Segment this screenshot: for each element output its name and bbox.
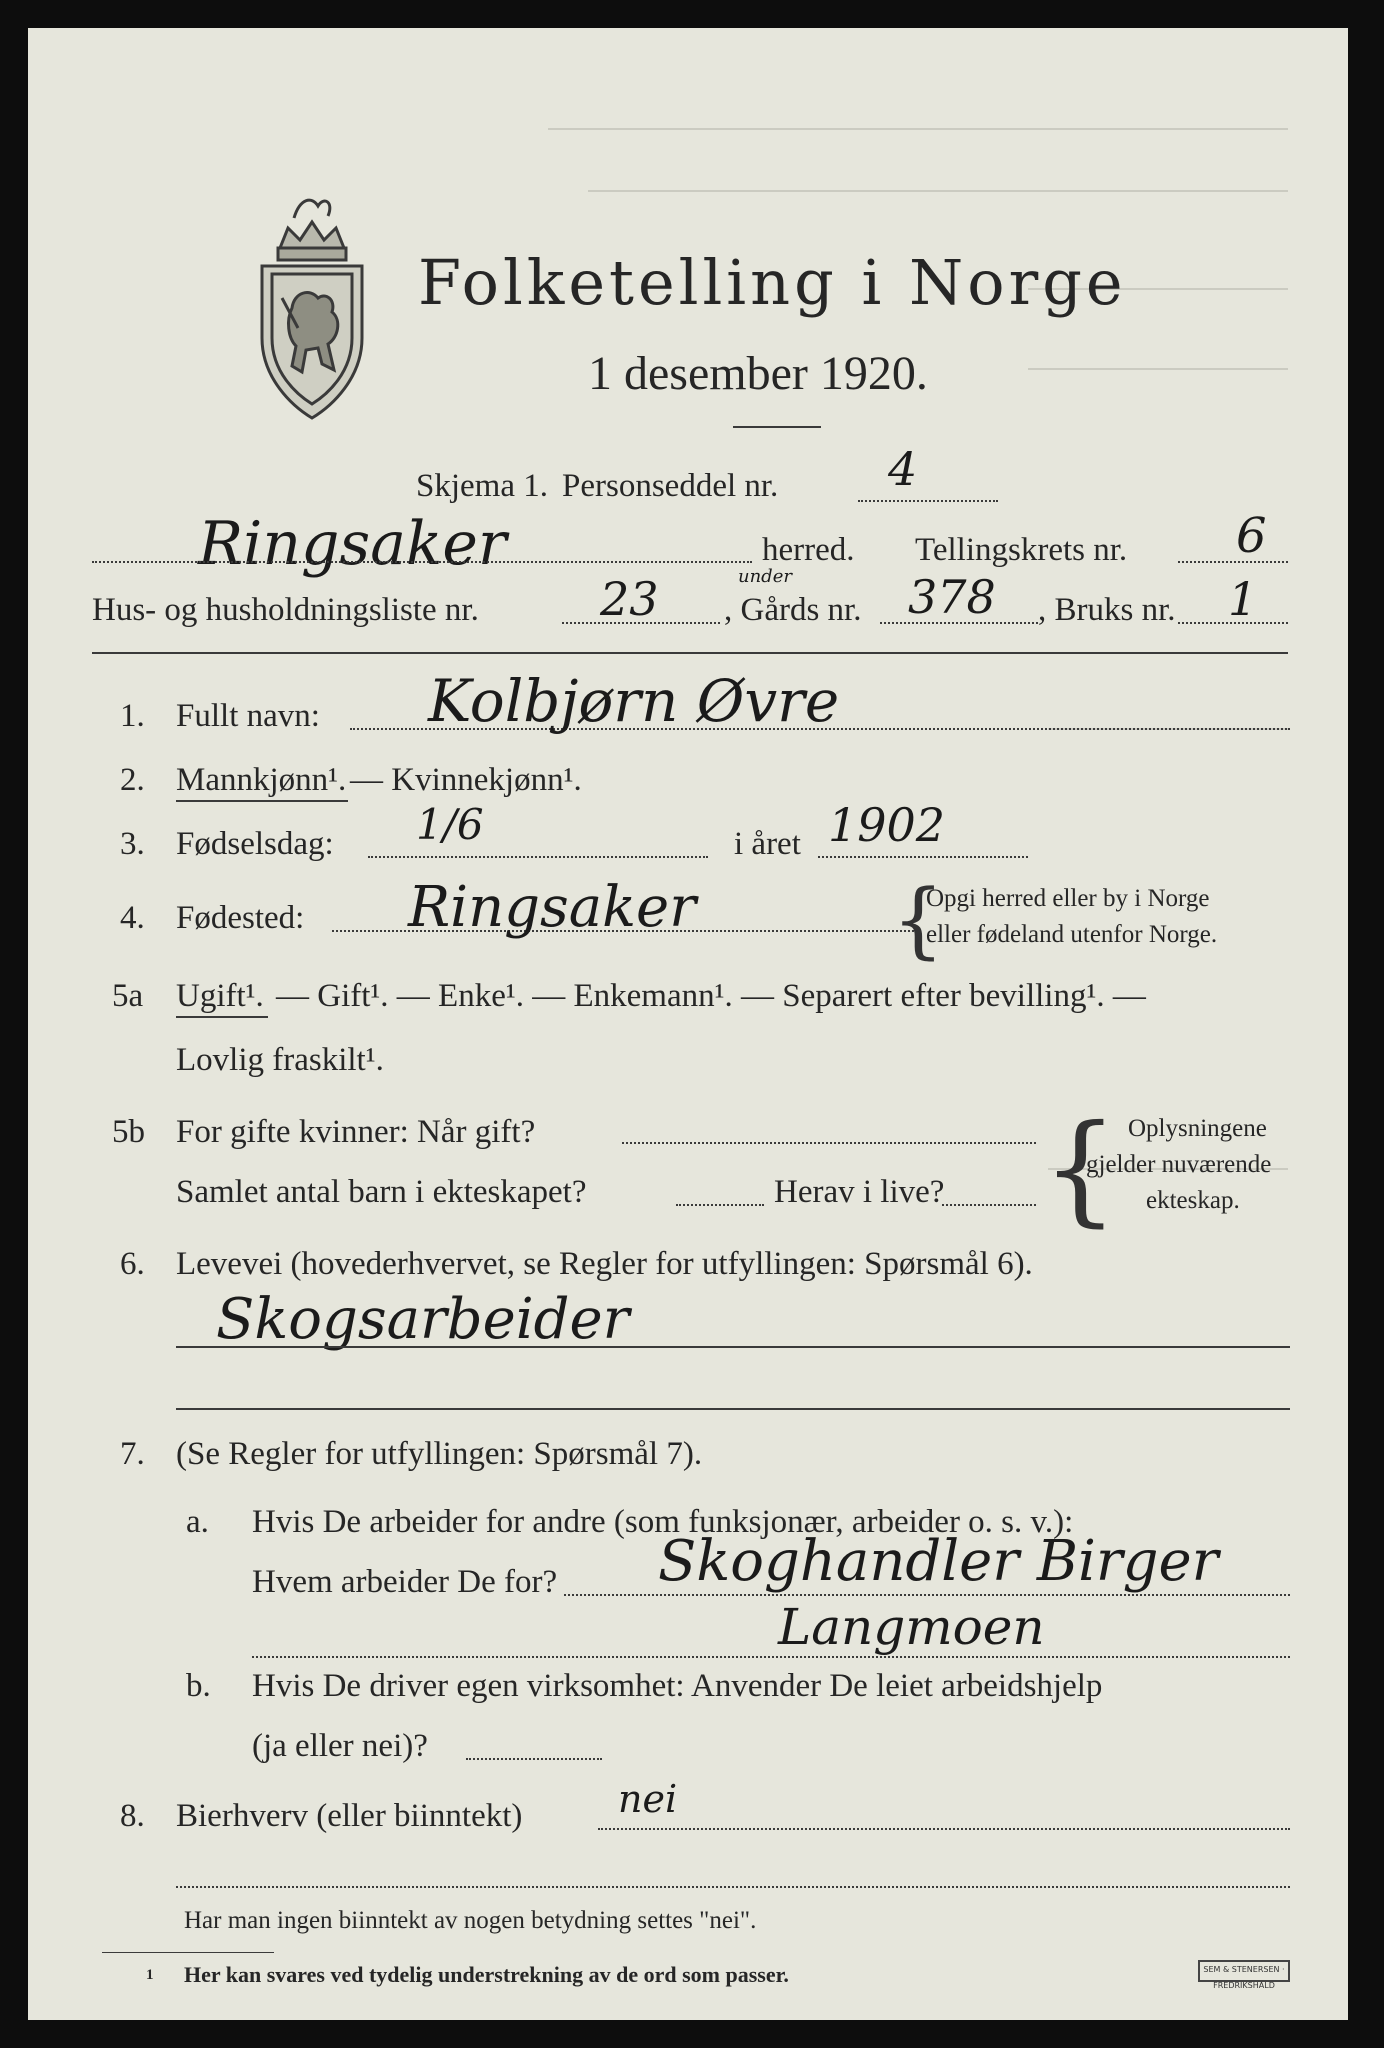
- q3-year-field-line: [818, 856, 1028, 858]
- q5b-note-line-3: ekteskap.: [1146, 1187, 1240, 1214]
- title-divider: [733, 426, 821, 428]
- q3-birth-day[interactable]: 1/6: [416, 800, 484, 849]
- q6-number: 6.: [120, 1246, 145, 1282]
- schema-label: Skjema 1.: [416, 468, 548, 504]
- q1-full-name[interactable]: Kolbjørn Øvre: [428, 667, 840, 735]
- q5b-number: 5b: [112, 1114, 145, 1150]
- q2-male-underline: [176, 800, 348, 802]
- footnote-text: Her kan svares ved tydelig understrekning av de ord som passer.: [184, 1962, 789, 1987]
- q5b-children-label: Samlet antal barn i ekteskapet?: [176, 1174, 587, 1210]
- q5a-divorced-option[interactable]: Lovlig fraskilt¹.: [176, 1042, 384, 1078]
- q5a-other-options[interactable]: — Gift¹. — Enke¹. — Enkemann¹. — Separert efter bevilling¹. —: [276, 978, 1146, 1014]
- tellingskrets-field-line: [1178, 561, 1288, 563]
- herred-value[interactable]: Ringsaker: [198, 509, 507, 579]
- q4-note-line-2: eller fødeland utenfor Norge.: [926, 921, 1218, 948]
- bleed-through-line: [1028, 368, 1288, 370]
- tellingskrets-number[interactable]: 6: [1236, 508, 1267, 564]
- q6-field-line-2: [176, 1408, 1290, 1410]
- tellingskrets-label: Tellingskrets nr.: [915, 532, 1128, 568]
- q8-side-income[interactable]: nei: [618, 1777, 678, 1821]
- q5b-married-when-field-line: [622, 1142, 1036, 1144]
- census-form-page: [28, 28, 1348, 2020]
- bruks-number[interactable]: 1: [1228, 572, 1258, 626]
- q4-birthplace[interactable]: Ringsaker: [408, 875, 696, 940]
- q5b-note-brace: {: [1042, 1100, 1119, 1239]
- q8-field-line-2: [176, 1886, 1290, 1888]
- q5b-children-field-line: [676, 1204, 764, 1206]
- q7a-employer-field-line-1: [564, 1594, 1290, 1596]
- footer-note: Har man ingen biinntekt av nogen betydning settes "nei".: [184, 1907, 757, 1934]
- q5b-note-line-2: gjelder nuværende: [1086, 1151, 1272, 1178]
- bleed-through-line: [588, 190, 1288, 192]
- q5b-note-line-1: Oplysningene: [1128, 1115, 1267, 1142]
- q1-number: 1.: [120, 698, 145, 734]
- q5b-alive-label: Herav i live?: [774, 1174, 945, 1210]
- gards-note: under: [738, 566, 792, 587]
- q2-number: 2.: [120, 762, 145, 798]
- bruks-label: , Bruks nr.: [1038, 592, 1176, 628]
- q3-year-label: i året: [734, 826, 801, 862]
- q7a-employer-name[interactable]: Skoghandler Birger: [658, 1529, 1219, 1594]
- footnote-marker: 1: [146, 1967, 154, 1983]
- header-section-rule: [92, 652, 1288, 654]
- q2-male-option[interactable]: Mannkjønn¹.: [176, 762, 347, 798]
- q7-label: (Se Regler for utfyllingen: Spørsmål 7).: [176, 1436, 703, 1472]
- personseddel-field-line: [858, 500, 998, 502]
- q4-label: Fødested:: [176, 900, 305, 936]
- q3-birth-year[interactable]: 1902: [828, 798, 946, 852]
- hus-number[interactable]: 23: [600, 572, 659, 626]
- q3-number: 3.: [120, 826, 145, 862]
- q8-number: 8.: [120, 1798, 145, 1834]
- q8-label: Bierhverv (eller biinntekt): [176, 1798, 523, 1834]
- q6-field-line-1: [176, 1346, 1290, 1348]
- q7a-employer-name-continued[interactable]: Langmoen: [778, 1598, 1045, 1656]
- footnote-divider: [102, 1952, 274, 1953]
- q8-field-line: [598, 1828, 1290, 1830]
- gards-label: , Gårds nr.: [724, 592, 862, 628]
- q2-female-option[interactable]: — Kvinnekjønn¹.: [350, 762, 582, 798]
- q7-number: 7.: [120, 1436, 145, 1472]
- q7a-employer-label: Hvem arbeider De for?: [252, 1564, 558, 1600]
- q4-note-line-1: Opgi herred eller by i Norge: [926, 885, 1210, 912]
- q6-occupation[interactable]: Skogsarbeider: [216, 1287, 630, 1352]
- q7a-employer-field-line-2: [252, 1656, 1290, 1658]
- q4-number: 4.: [120, 900, 145, 936]
- q3-day-field-line: [368, 856, 708, 858]
- norwegian-lion-coat-of-arms-icon: [252, 188, 372, 423]
- q7b-question: Hvis De driver egen virksomhet: Anvender De leiet arbeidshjelp: [252, 1668, 1103, 1704]
- personseddel-label: Personseddel nr.: [562, 468, 779, 504]
- hus-label: Hus- og husholdningsliste nr.: [92, 592, 479, 628]
- q7a-marker: a.: [186, 1504, 209, 1540]
- q6-label: Levevei (hovederhvervet, se Regler for utfyllingen: Spørsmål 6).: [176, 1246, 1033, 1282]
- q5b-alive-field-line: [942, 1204, 1036, 1206]
- herred-field-line: [92, 561, 752, 563]
- q7b-label: (ja eller nei)?: [252, 1728, 428, 1764]
- q3-label: Fødselsdag:: [176, 826, 334, 862]
- printer-stamp: SEM & STENERSEN · FREDRIKSHALD: [1198, 1960, 1290, 1982]
- herred-label: herred.: [762, 532, 855, 568]
- form-title: Folketelling i Norge: [418, 246, 1127, 319]
- q5a-number: 5a: [112, 978, 144, 1014]
- q4-note-brace: {: [892, 873, 945, 968]
- q1-label: Fullt navn:: [176, 698, 320, 734]
- bleed-through-line: [548, 128, 1288, 130]
- q7a-question: Hvis De arbeider for andre (som funksjonær, arbeider o. s. v.):: [252, 1504, 1074, 1540]
- q5a-unmarried-underline: [176, 1016, 268, 1018]
- census-date: 1 desember 1920.: [588, 347, 928, 400]
- gards-number[interactable]: 378: [908, 570, 996, 624]
- q7b-field-line: [466, 1758, 602, 1760]
- q5a-unmarried-option[interactable]: Ugift¹.: [176, 978, 264, 1014]
- personseddel-number[interactable]: 4: [888, 442, 918, 496]
- q5b-married-when-label: For gifte kvinner: Når gift?: [176, 1114, 536, 1150]
- q7b-marker: b.: [186, 1668, 211, 1704]
